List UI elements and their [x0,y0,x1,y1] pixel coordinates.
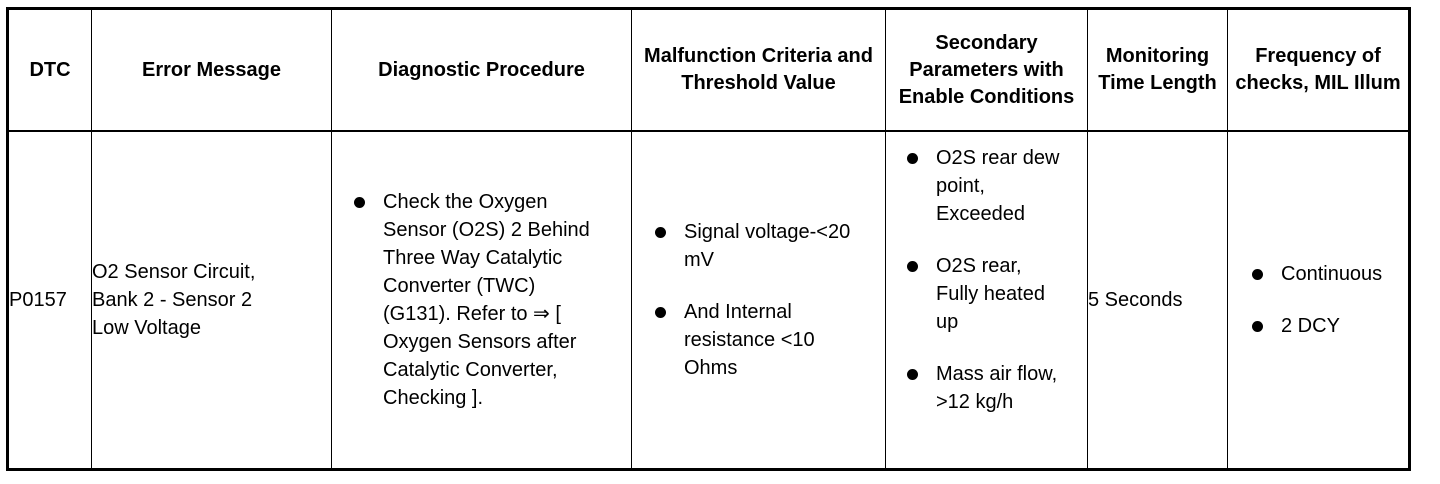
cell-error-message [92,131,332,470]
parameter-line: O2S rear, [936,255,1022,277]
procedure-line: Converter (TWC) [383,275,536,297]
cell-frequency [1228,131,1410,470]
dtc-table [6,7,1411,471]
criteria-line: mV [684,249,714,271]
parameters-list [886,144,1087,416]
bullet-icon [655,307,666,318]
header-malfunction-criteria: Malfunction Criteria and Threshold Value [632,9,886,132]
header-diagnostic-procedure: Diagnostic Procedure [332,9,632,132]
cell-secondary-parameters [886,131,1088,470]
bullet-icon [907,153,918,164]
bullet-icon [655,227,666,238]
criteria-line: Ohms [684,357,738,379]
criteria-list [632,218,885,382]
header-monitoring-time: Monitoring Time Length [1088,9,1228,132]
procedure-list [332,188,631,412]
parameter-line: Exceeded [936,203,1025,225]
criteria-line: And Internal [684,301,792,323]
cell-dtc [8,131,92,470]
parameter-line: up [936,311,959,333]
procedure-line: (G131). Refer to ⇒ [ [383,303,561,325]
list-item [886,144,1087,228]
procedure-line: Three Way Catalytic [383,247,563,269]
frequency-list [1228,260,1408,340]
error-message-line: Low Voltage [92,317,201,339]
bullet-icon [354,197,365,208]
list-item [332,188,631,412]
criteria-line: Signal voltage-<20 [684,221,851,243]
header-secondary-parameters: Secondary Parameters with Enable Conditions [886,9,1088,132]
frequency-value: Continuous [1281,263,1383,285]
cell-malfunction-criteria [632,131,886,470]
parameter-line: O2S rear dew [936,147,1060,169]
monitoring-time-value: 5 Seconds [1088,289,1183,311]
frequency-value: 2 DCY [1281,315,1340,337]
procedure-line: Oxygen Sensors after [383,331,577,353]
criteria-line: resistance <10 [684,329,815,351]
header-frequency: Frequency of checks, MIL Illum [1228,9,1410,132]
list-item [632,218,885,274]
header-dtc: DTC [8,9,92,132]
bullet-icon [1252,269,1263,280]
table-row [8,131,1410,470]
list-item [886,360,1087,416]
cell-diagnostic-procedure [332,131,632,470]
bullet-icon [907,369,918,380]
parameter-line: >12 kg/h [936,391,1014,413]
procedure-line: Check the Oxygen [383,191,548,213]
list-item [886,252,1087,336]
procedure-line: Catalytic Converter, [383,359,558,381]
procedure-line: Sensor (O2S) 2 Behind [383,219,590,241]
dtc-code: P0157 [9,289,67,311]
bullet-icon [1252,321,1263,332]
list-item [1228,312,1408,340]
parameter-line: point, [936,175,985,197]
error-message-line: Bank 2 - Sensor 2 [92,289,253,311]
bullet-icon [907,261,918,272]
error-message-line: O2 Sensor Circuit, [92,261,256,283]
procedure-line: Checking ]. [383,387,484,409]
list-item [1228,260,1408,288]
header-row [8,9,1410,132]
list-item [632,298,885,382]
header-error-message: Error Message [92,9,332,132]
parameter-line: Mass air flow, [936,363,1058,385]
parameter-line: Fully heated [936,283,1045,305]
cell-monitoring-time [1088,131,1228,470]
